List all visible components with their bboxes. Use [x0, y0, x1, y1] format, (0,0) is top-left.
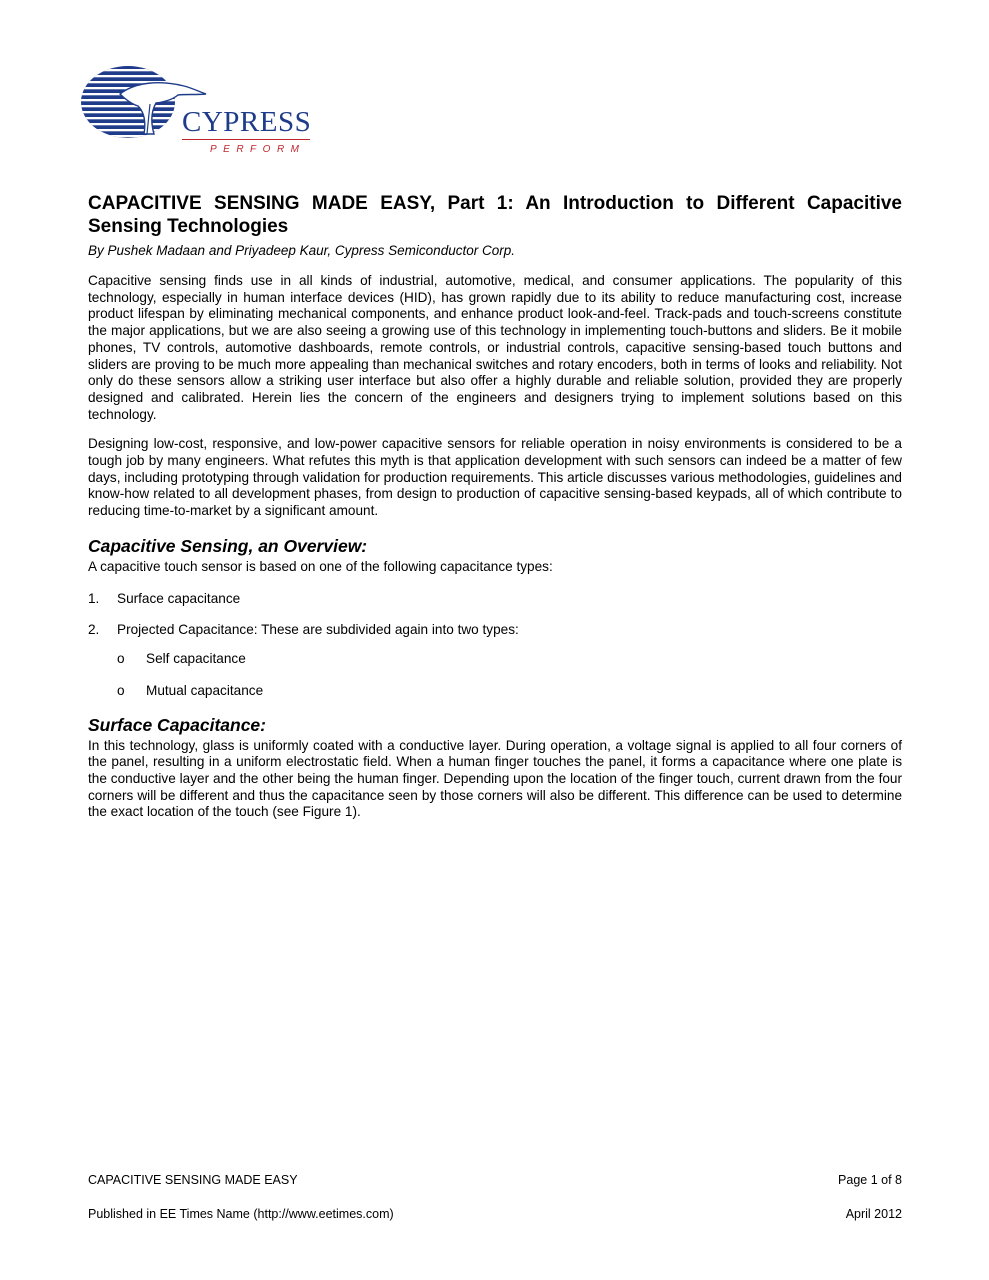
footer-row-2 — [88, 1207, 902, 1221]
footer-row-1 — [88, 1173, 902, 1187]
list-item-number: 1. — [88, 590, 100, 606]
sublist-item-text: Self capacitance — [146, 650, 246, 666]
intro-paragraph-1: Capacitive sensing finds use in all kinds of industrial, automotive, medical, and consumer applications. The popularity of this technology, especially in human interface devices (HID), has grown rapidly due to its ability to reduce manufacturing cost, increase product lifespan by eliminating mechanical components, and enhance product look-and-feel. Track-pads and touch-screens constitute the major applications, but we are also seeing a growing use of this technology in implementing touch-buttons and sliders. Be it mobile phones, TV controls, automotive dashboards, remote controls, or industrial controls, capacitive sensing-based touch buttons and sliders are proving to be much more appealing than mechanical switches and rotary encoders, both in terms of looks and reliability. Not only do these sensors allow a striking user interface but also offer a highly durable and reliable solution, provided they are properly designed and calibrated. Herein lies the concern of the engineers and designers trying to implement solutions based on this technology. — [88, 273, 902, 422]
sublist-item — [88, 650, 902, 667]
surface-paragraph: In this technology, glass is uniformly coated with a conductive layer. During operation, a voltage signal is applied to all four corners of the panel, resulting in a uniform electrostatic field. When a human finger touches the panel, it forms a capacitance where one plate is the conductive layer and the other being the human finger. Depending upon the location of the finger touch, current drawn from the four corners will be different and thus the capacitance seen by those corners will also be different. This difference can be used to determine the exact location of the touch (see Figure 1). — [88, 737, 902, 820]
intro-paragraph-2: Designing low-cost, responsive, and low-power capacitive sensors for reliable operation in noisy environments is considered to be a tough job by many engineers. What refutes this myth is that application development with such sensors can indeed be a matter of few days, including prototyping through validation for production requirements. This article discusses various methodologies, guidelines and know-how related to all development phases, from design to production of capacitive sensing-based keypads, all of which contribute to reducing time-to-market by a significant amount. — [88, 436, 902, 519]
logo-rule — [182, 139, 310, 140]
sublist-item-text: Mutual capacitance — [146, 682, 264, 698]
list-item-number: 2. — [88, 621, 100, 637]
cypress-logo — [80, 64, 320, 164]
footer-published: Published in EE Times Name (http://www.eetimes.com) — [88, 1207, 394, 1221]
sublist-bullet: o — [117, 682, 125, 698]
logo-brand-text: CYPRESS — [182, 106, 312, 138]
article — [88, 192, 902, 821]
surface-heading: Surface Capacitance: — [88, 714, 266, 735]
article-title: CAPACITIVE SENSING MADE EASY, Part 1: An Introduction to Different Capacitive Sensing Technologies — [88, 193, 902, 237]
capacitance-type-list — [88, 590, 902, 638]
projected-type-sublist — [88, 650, 902, 699]
overview-lead: A capacitive touch sensor is based on one of the following capacitance types: — [88, 558, 553, 574]
footer-page-number: Page 1 of 8 — [838, 1173, 902, 1187]
footer-date: April 2012 — [845, 1207, 902, 1221]
list-item — [88, 590, 902, 607]
list-item — [88, 621, 902, 638]
footer-doc-title: CAPACITIVE SENSING MADE EASY — [88, 1173, 298, 1187]
list-item-text: Surface capacitance — [117, 590, 241, 606]
article-byline: By Pushek Madaan and Priyadeep Kaur, Cypress Semiconductor Corp. — [88, 243, 515, 258]
list-item-text: Projected Capacitance: These are subdivided again into two types: — [117, 621, 519, 637]
sublist-bullet: o — [117, 650, 125, 666]
sublist-item — [88, 682, 902, 699]
logo-tagline: PERFORM — [210, 144, 306, 155]
overview-heading: Capacitive Sensing, an Overview: — [88, 535, 368, 556]
